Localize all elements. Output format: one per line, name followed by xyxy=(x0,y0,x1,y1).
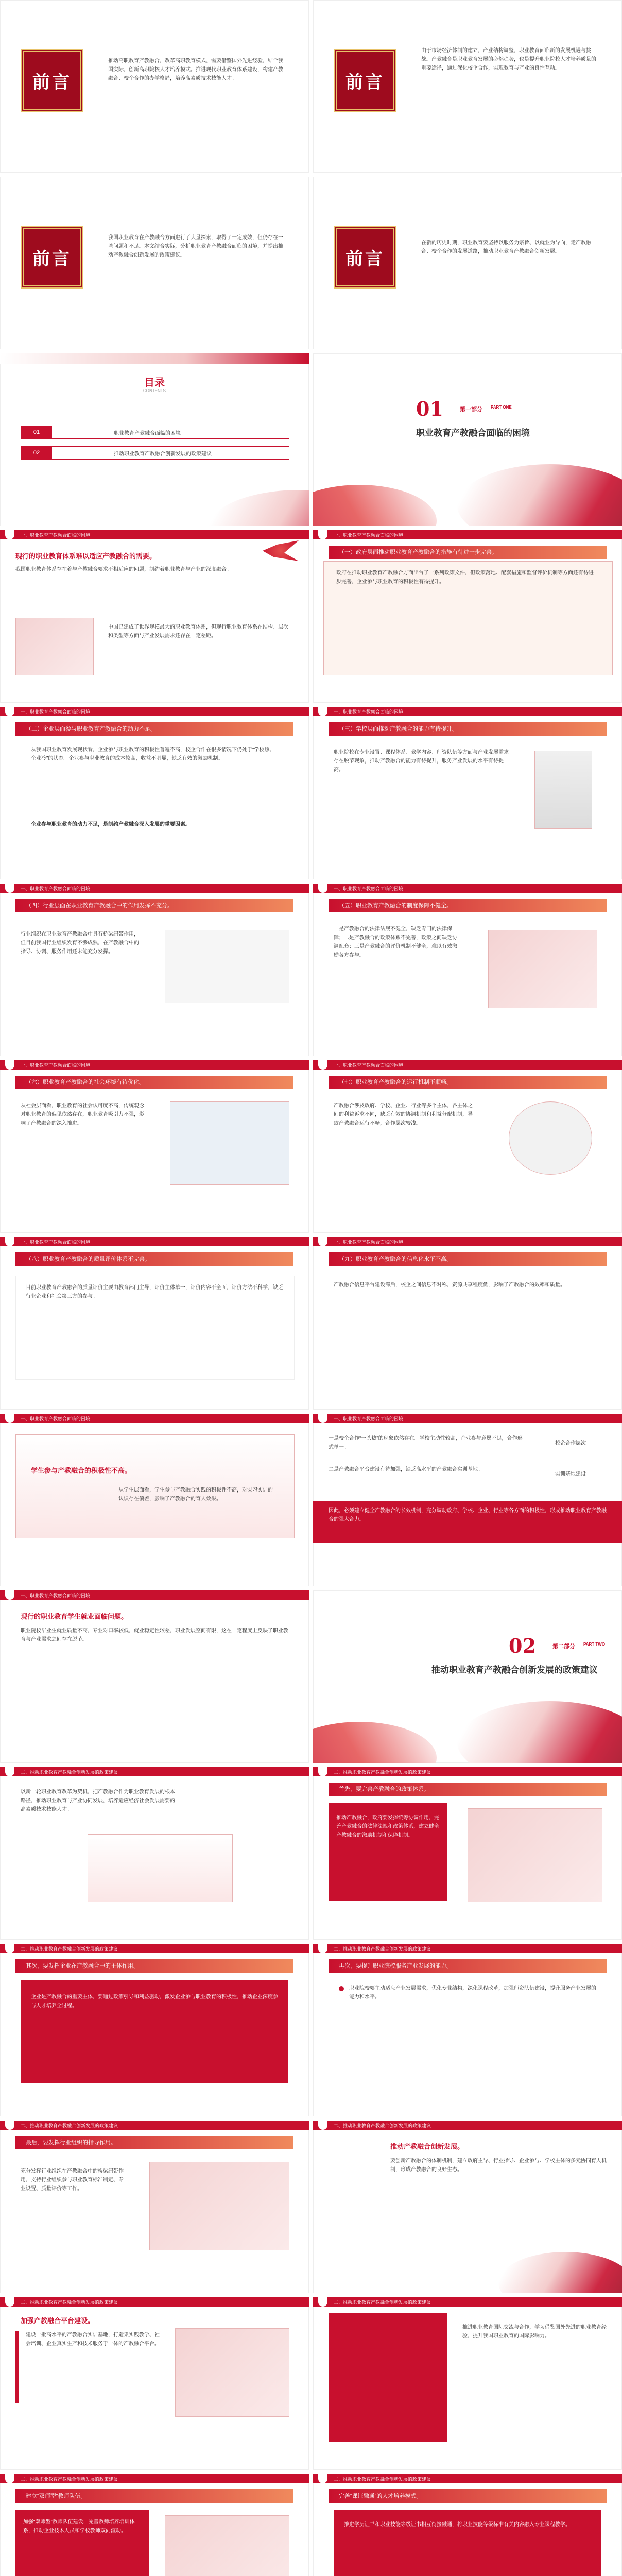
slide-header: 一、职业教育产教融合面临的困境 xyxy=(313,1414,622,1423)
slide-heading: 现行的职业教育体系难以适应产教融合的需要。 xyxy=(15,552,157,560)
slide-header: 一、职业教育产教融合面临的困境 xyxy=(313,1060,622,1070)
content-panel xyxy=(329,2313,447,2442)
preface-seal: 前言 xyxy=(21,49,83,112)
slide-body: 建设一批高水平的产教融合实训基地，打造集实践教学、社会培训、企业真实生产和技术服务于一体的产教融合平台。 xyxy=(26,2332,160,2347)
slide-s28[interactable] xyxy=(313,2297,622,2470)
slide-preface-2[interactable] xyxy=(313,0,622,173)
slide-body: 职业院校在专业设置、课程体系、教学内容、师资队伍等方面与产业发展需求存在脱节现象，推动产教融合的能力有待提升，服务产业发展的水平有待提高。 xyxy=(334,750,509,773)
point-1-tag: 校企合作层次 xyxy=(555,1440,586,1446)
slide-s21[interactable] xyxy=(0,1767,309,1940)
slide-header: 一、职业教育产教融合面临的困境 xyxy=(0,1414,309,1423)
slide-body: 产教融合信息平台建设滞后，校企之间信息不对称，资源共享程度低，影响了产教融合的效率和质量。 xyxy=(334,1282,565,1288)
point-2: 二是产教融合平台建设有待加强，缺乏高水平的产教融合实训基地。 xyxy=(329,1467,483,1472)
slide-header: 二、推动职业教育产教融合创新发展的政策建议 xyxy=(313,1767,622,1776)
slide-header: 二、推动职业教育产教融合创新发展的政策建议 xyxy=(313,2121,622,2130)
slide-s15[interactable] xyxy=(0,1237,309,1410)
slide-s30[interactable] xyxy=(313,2474,622,2576)
slide-body: 目前职业教育产教融合的质量评价主要由教育部门主导，评价主体单一，评价内容不全面，评价方法不科学，缺乏行业企业和社会第三方的参与。 xyxy=(26,1285,283,1299)
slide-header: 二、推动职业教育产教融合创新发展的政策建议 xyxy=(313,2474,622,2483)
slide-heading: 加强产教融合平台建设。 xyxy=(21,2317,95,2325)
part-number: 01 xyxy=(416,397,443,420)
slide-s14[interactable] xyxy=(313,1060,622,1233)
slide-s7[interactable] xyxy=(0,530,309,703)
decor-wave xyxy=(498,2252,622,2293)
slide-s13[interactable] xyxy=(0,1060,309,1233)
part-title: 职业教育产教融合面临的困境 xyxy=(416,428,530,438)
part-en: PART ONE xyxy=(491,405,512,410)
slide-heading-bar: 最后，要发挥行业组织的指导作用。 xyxy=(15,2136,293,2149)
slide-body: 从社会层面看，职业教育的社会认可度不高，传统观念对职业教育的偏见依然存在，职业教育吸引力不强，影响了产教融合的深入推进。 xyxy=(21,1103,144,1126)
slide-body: 推动产教融合，政府要发挥统筹协调作用，完善产教融合的法律法规和政策体系，建立健全产教融合的激励机制和保障机制。 xyxy=(336,1815,439,1838)
decor-wave xyxy=(457,464,622,526)
slide-body: 加强“双师型”教师队伍建设，完善教师培养培训体系，推动企业技术人员和学校教师双向流动。 xyxy=(23,2519,135,2534)
slide-heading-bar: （四）行业层面在职业教育产教融合中的作用发挥不充分。 xyxy=(15,899,293,912)
toc-item-label: 职业教育产教融合面临的困境 xyxy=(114,431,181,436)
slide-header: 一、职业教育产教融合面临的困境 xyxy=(0,530,309,539)
bullet-dot xyxy=(339,1986,344,1991)
slide-body: 以新一轮职业教育改革为契机，把产教融合作为职业教育发展的根本路径，推动职业教育与产业协同发展，培养适应经济社会发展需要的高素质技术技能人才。 xyxy=(21,1789,175,1812)
slide-toc[interactable] xyxy=(0,353,309,526)
toc-item-num: 01 xyxy=(21,426,52,438)
preface-body: 推动高职教育产教融合，改革高职教育模式，需要借鉴国外先进经验，结合我国实际，创新高职院校人才培养模式。推进现代职业教育体系建设，构建产教融合、校企合作的办学格局，培养高素质技术技能人才。 xyxy=(108,58,283,81)
slide-body: 要创新产教融合的体制机制，建立政府主导、行业指导、企业参与、学校主体的多元协同育人机制，形成产教融合的良好生态。 xyxy=(390,2158,607,2173)
slide-body: 我国职业教育体系存在着与产教融合要求不相适应的问题，制约着职业教育与产业的深度融合。 xyxy=(15,567,232,572)
tools-image xyxy=(165,930,289,1003)
slide-heading: 推动产教融合创新发展。 xyxy=(390,2143,464,2150)
slide-header: 一、职业教育产教融合面临的困境 xyxy=(0,1590,309,1600)
illustration-image xyxy=(488,930,597,1008)
point-1: 一是校企合作“一头热”的现象依然存在。学校主动性较高，企业参与意愿不足，合作形式单一。 xyxy=(329,1436,523,1450)
slide-body: 产教融合涉及政府、学校、企业、行业等多个主体，各主体之间的利益诉求不同，缺乏有效的协调机制和利益分配机制，导致产教融合运行不畅，合作层次较浅。 xyxy=(334,1103,473,1126)
slide-heading-bar: （六）职业教育产教融合的社会环境有待优化。 xyxy=(15,1076,293,1089)
slide-body: 充分发挥行业组织在产教融合中的桥梁纽带作用，支持行业组织参与职业教育标准制定、专业设置、质量评价等工作。 xyxy=(21,2168,124,2192)
slide-body: 从我国职业教育发展现状看，企业参与职业教育的积极性普遍不高，校企合作在很多情况下仍处于“学校热、企业冷”的状态。企业参与职业教育的成本较高，收益不明显，缺乏有效的激励机制。 xyxy=(31,747,275,761)
slide-s10[interactable] xyxy=(313,707,622,879)
toc-item-2[interactable] xyxy=(21,446,289,460)
point-2-tag: 实训基地建设 xyxy=(555,1471,586,1477)
slide-body-2: 中国已建成了世界规模最大的职业教育体系，但现行职业教育体系在结构、层次和类型等方面与产业发展需求还存在一定差距。 xyxy=(108,624,288,639)
tiananmen-image xyxy=(15,618,94,675)
slide-s9[interactable] xyxy=(0,707,309,879)
slide-s12[interactable] xyxy=(313,884,622,1056)
part-en: PART TWO xyxy=(583,1642,606,1647)
slide-preface-3[interactable] xyxy=(0,177,309,349)
preface-seal: 前言 xyxy=(334,49,396,112)
preface-body: 我国职业教育在产教融合方面进行了大量探索，取得了一定成效，但仍存在一些问题和不足。本文结合实际，分析职业教育产教融合面临的困境，并提出推动产教融合创新发展的政策建议。 xyxy=(108,235,283,258)
slide-header: 二、推动职业教育产教融合创新发展的政策建议 xyxy=(0,2121,309,2130)
preface-seal: 前言 xyxy=(21,226,83,289)
toc-title: 目录 xyxy=(144,377,165,388)
toc-subtitle: CONTENTS xyxy=(143,388,166,393)
slide-s27[interactable] xyxy=(0,2297,309,2470)
slide-header: 一、职业教育产教融合面临的困境 xyxy=(313,1237,622,1246)
slide-heading-bar: （九）职业教育产教融合的信息化水平不高。 xyxy=(329,1252,607,1266)
slide-header: 二、推动职业教育产教融合创新发展的政策建议 xyxy=(0,1767,309,1776)
slide-s17[interactable] xyxy=(0,1414,309,1586)
slide-body: 政府在推动职业教育产教融合方面出台了一系列政策文件，但政策落地、配套措施和监督评价机制等方面还有待进一步完善，企业参与职业教育的积极性有待提升。 xyxy=(336,570,599,585)
slide-s18[interactable] xyxy=(313,1414,622,1586)
slide-header: 二、推动职业教育产教融合创新发展的政策建议 xyxy=(313,1944,622,1953)
slide-s16[interactable] xyxy=(313,1237,622,1410)
decor-wave xyxy=(313,1722,437,1763)
flag-decor xyxy=(263,540,299,561)
preface-body: 由于市场经济体制的建立，产业结构调整，职业教育面临新的发展机遇与挑战。产教融合是职业教育发展的必然趋势，也是提升职业院校人才培养质量的重要途径，通过深化校企合作，实现教育与产业的良性互动。 xyxy=(421,48,596,71)
slide-header: 二、推动职业教育产教融合创新发展的政策建议 xyxy=(0,1944,309,1953)
slide-heading-bar: （七）职业教育产教融合的运行机制不顺畅。 xyxy=(329,1076,607,1089)
slide-header: 二、推动职业教育产教融合创新发展的政策建议 xyxy=(0,2474,309,2483)
slide-s19[interactable] xyxy=(0,1590,309,1763)
slide-heading-bar: 其次，要发挥企业在产教融合中的主体作用。 xyxy=(15,1959,293,1973)
magnifier-image xyxy=(509,1101,592,1175)
slide-header: 一、职业教育产教融合面临的困境 xyxy=(313,884,622,893)
slide-s29[interactable] xyxy=(0,2474,309,2576)
part-number: 02 xyxy=(509,1634,536,1657)
slide-s23[interactable] xyxy=(0,1944,309,2116)
slide-s11[interactable] xyxy=(0,884,309,1056)
slide-heading-bar: 完善“课证融通”的人才培养模式。 xyxy=(329,2489,607,2503)
slide-header: 二、推动职业教育产教融合创新发展的政策建议 xyxy=(0,2297,309,2307)
part-title: 推动职业教育产教融合创新发展的政策建议 xyxy=(431,1665,598,1675)
slide-body: 职业院校要主动适应产业发展需求，优化专业结构，深化课程改革，加强师资队伍建设，提升服务产业发展的能力和水平。 xyxy=(349,1986,596,2000)
chess-image xyxy=(149,2162,289,2250)
slide-s26[interactable] xyxy=(313,2121,622,2293)
part-label: 第二部分 xyxy=(552,1643,575,1650)
decor-wave xyxy=(206,490,309,526)
slide-heading-bar: （二）企业层面参与职业教育产教融合的动力不足。 xyxy=(15,722,293,736)
slide-part-one[interactable] xyxy=(313,353,622,526)
slide-s22[interactable] xyxy=(313,1767,622,1940)
slide-preface-4[interactable] xyxy=(313,177,622,349)
illustration-image xyxy=(170,1101,289,1185)
slide-heading-bar: 再次，要提升职业院校服务产业发展的能力。 xyxy=(329,1959,607,1973)
illustration-image xyxy=(165,2515,289,2576)
slide-header: 一、职业教育产教融合面临的困境 xyxy=(0,1060,309,1070)
decor-wave xyxy=(313,485,437,526)
toc-item-num: 02 xyxy=(21,447,52,459)
preface-body: 在新的历史时期，职业教育要坚持以服务为宗旨、以就业为导向，走产教融合、校企合作的发展道路，推动职业教育产教融合创新发展。 xyxy=(421,240,591,255)
slide-body: 推进学历证书和职业技能等级证书相互衔接融通，将职业技能等级标准有关内容融入专业课程教学。 xyxy=(344,2522,571,2528)
slide-heading-bar: （三）学校层面推动产教融合的能力有待提升。 xyxy=(329,722,607,736)
slide-s24[interactable] xyxy=(313,1944,622,2116)
slide-header: 一、职业教育产教融合面临的困境 xyxy=(313,707,622,716)
architecture-image xyxy=(88,1834,233,1902)
slide-header: 一、职业教育产教融合面临的困境 xyxy=(313,530,622,539)
slide-heading-bar: （五）职业教育产教融合的制度保障不健全。 xyxy=(329,899,607,912)
slide-body: 企业是产教融合的重要主体，要通过政策引导和利益驱动，激发企业参与职业教育的积极性，推动企业深度参与人才培养全过程。 xyxy=(31,1994,278,2009)
slide-part-two[interactable] xyxy=(313,1590,622,1763)
slide-heading: 学生参与产教融合的积极性不高。 xyxy=(31,1467,132,1475)
slide-body: 从学生层面看，学生参与产教融合实践的积极性不高，对实习实训的认识存在偏差，影响了产教融合的育人效果。 xyxy=(118,1487,273,1502)
illustration-image xyxy=(468,1808,602,1902)
slide-heading-bar: 建立“双师型”教师队伍。 xyxy=(15,2489,293,2503)
part-label: 第一部分 xyxy=(460,406,482,413)
slide-header: 一、职业教育产教融合面临的困境 xyxy=(0,707,309,716)
banner-text: 因此，必须建立健全产教融合的长效机制，充分调动政府、学校、企业、行业等各方面的积极性，形成推动职业教育产教融合的强大合力。 xyxy=(329,1508,607,1522)
slide-heading-bar: （一）政府层面推动职业教育产教融合的措施有待进一步完善。 xyxy=(329,546,607,559)
decor-wave xyxy=(457,1701,622,1763)
slide-header: 一、职业教育产教融合面临的困境 xyxy=(0,884,309,893)
toc-item-label: 推动职业教育产教融合创新发展的政策建议 xyxy=(114,451,212,457)
slide-header: 二、推动职业教育产教融合创新发展的政策建议 xyxy=(313,2297,622,2307)
toc-item-1[interactable] xyxy=(21,426,289,439)
slide-highlight: 企业参与职业教育的动力不足，是制约产教融合深入发展的重要因素。 xyxy=(31,822,191,827)
toc-top-band xyxy=(0,353,309,364)
slide-heading-bar: 首先，要完善产教融合的政策体系。 xyxy=(329,1783,607,1796)
slide-heading-bar: （八）职业教育产教融合的质量评价体系不完善。 xyxy=(15,1252,293,1266)
slide-body: 推进职业教育国际交流与合作，学习借鉴国外先进的职业教育经验，提升我国职业教育的国际影响力。 xyxy=(462,2325,607,2339)
slide-preface-1[interactable] xyxy=(0,0,309,173)
slide-body: 一是产教融合的法律法规不健全，缺乏专门的法律保障；二是产教融合的政策体系不完善，政策之间缺乏协调配套；三是产教融合的评价机制不健全，难以有效激励各方参与。 xyxy=(334,926,457,958)
device-image xyxy=(534,751,592,829)
accent-bar xyxy=(15,2331,19,2403)
slide-heading: 现行的职业教育学生就业面临问题。 xyxy=(21,1613,128,1620)
illustration-image xyxy=(175,2328,289,2417)
slide-body: 职业院校毕业生就业质量不高，专业对口率较低，就业稳定性较差，职业发展空间有限，这在一定程度上反映了职业教育与产业需求之间存在脱节。 xyxy=(21,1628,288,1642)
preface-seal: 前言 xyxy=(334,226,396,289)
slide-body: 行业组织在职业教育产教融合中具有桥梁纽带作用，但目前我国行业组织发育不够成熟，在产教融合中的指导、协调、服务作用还未能充分发挥。 xyxy=(21,931,139,955)
slide-s25[interactable] xyxy=(0,2121,309,2293)
slide-header: 一、职业教育产教融合面临的困境 xyxy=(0,1237,309,1246)
slide-s8[interactable] xyxy=(313,530,622,703)
